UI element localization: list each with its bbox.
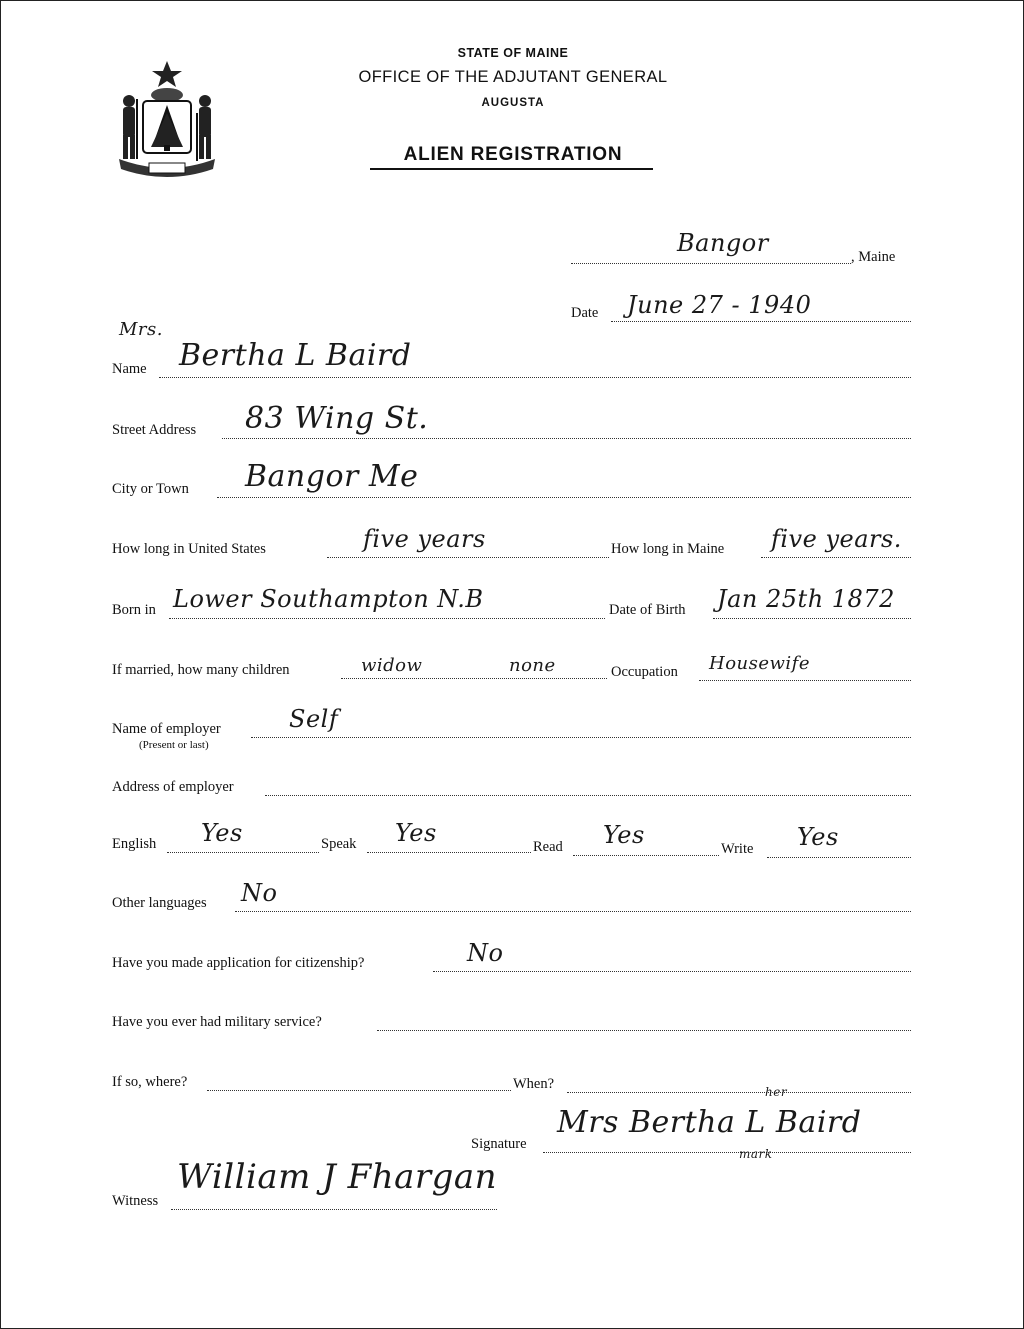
speak-line: [367, 852, 531, 853]
speak-value: Yes: [395, 819, 437, 847]
how-long-us-value: five years: [363, 525, 486, 553]
employer-note: (Present or last): [139, 739, 209, 751]
citizenship-value: No: [467, 939, 504, 967]
children-count-value: none: [509, 655, 556, 676]
street-address-line: [222, 438, 911, 439]
date-of-birth-value: Jan 25th 1872: [717, 585, 895, 613]
witness-label: Witness: [112, 1193, 159, 1209]
how-long-us-label: How long in United States: [112, 541, 266, 557]
english-line: [167, 852, 319, 853]
state-heading: STATE OF MAINE: [457, 46, 569, 60]
signature-label: Signature: [471, 1136, 527, 1152]
children-status-value: widow: [361, 655, 423, 676]
born-in-line: [169, 618, 605, 619]
read-line: [573, 855, 719, 856]
when-label: When?: [513, 1076, 555, 1092]
city-label: City or Town: [112, 481, 189, 497]
how-long-maine-label: How long in Maine: [611, 541, 725, 557]
occupation-label: Occupation: [611, 664, 678, 680]
born-in-value: Lower Southampton N.B: [173, 585, 484, 613]
other-languages-line: [235, 911, 911, 912]
date-value: June 27 - 1940: [627, 291, 812, 319]
children-line: [341, 678, 607, 679]
date-of-birth-line: [713, 618, 911, 619]
signature-line: [543, 1152, 911, 1153]
name-label: Name: [112, 361, 147, 377]
date-label: Date: [571, 305, 599, 321]
city-heading: AUGUSTA: [481, 97, 545, 109]
where-line: [207, 1090, 511, 1091]
form-title: ALIEN REGISTRATION: [403, 144, 623, 165]
town-line: [571, 263, 851, 264]
name-prefix: Mrs.: [119, 319, 163, 340]
read-label: Read: [533, 839, 563, 855]
employer-value: Self: [289, 705, 339, 733]
english-label: English: [112, 836, 157, 852]
signature-insert: her: [765, 1085, 788, 1099]
write-value: Yes: [797, 823, 839, 851]
citizenship-line: [433, 971, 911, 972]
signature-value: Mrs Bertha L Baird: [557, 1105, 862, 1140]
other-languages-value: No: [241, 879, 278, 907]
born-in-label: Born in: [112, 602, 156, 618]
english-value: Yes: [201, 819, 243, 847]
city-line: [217, 497, 911, 498]
speak-label: Speak: [321, 836, 357, 852]
military-line: [377, 1030, 911, 1031]
name-line: [159, 377, 911, 378]
read-value: Yes: [603, 821, 645, 849]
town-value: Bangor: [677, 229, 769, 257]
street-address-label: Street Address: [112, 422, 197, 438]
name-value: Bertha L Baird: [179, 338, 412, 373]
street-address-value: 83 Wing St.: [245, 401, 429, 436]
maine-label: , Maine: [851, 249, 896, 265]
how-long-us-line: [327, 557, 609, 558]
city-value: Bangor Me: [245, 459, 419, 494]
employer-line: [251, 737, 911, 738]
occupation-line: [699, 680, 911, 681]
witness-line: [171, 1209, 497, 1210]
write-line: [767, 857, 911, 858]
occupation-value: Housewife: [709, 653, 810, 674]
office-heading: OFFICE OF THE ADJUTANT GENERAL: [358, 68, 668, 86]
date-line: [611, 321, 911, 322]
employer-address-line: [265, 795, 911, 796]
date-of-birth-label: Date of Birth: [609, 602, 686, 618]
title-underline: [370, 168, 653, 170]
maine-state-seal-icon: [113, 59, 221, 185]
signature-mark: mark: [739, 1147, 773, 1161]
employer-label: Name of employer: [112, 721, 221, 737]
employer-address-label: Address of employer: [112, 779, 234, 795]
where-label: If so, where?: [112, 1074, 188, 1090]
how-long-maine-value: five years.: [771, 525, 902, 553]
citizenship-label: Have you made application for citizenship?: [112, 955, 365, 971]
other-languages-label: Other languages: [112, 895, 207, 911]
witness-value: William J Fhargan: [177, 1157, 498, 1197]
when-line: [567, 1092, 911, 1093]
write-label: Write: [721, 841, 754, 857]
military-label: Have you ever had military service?: [112, 1014, 322, 1030]
how-long-maine-line: [761, 557, 911, 558]
children-label: If married, how many children: [112, 662, 290, 678]
